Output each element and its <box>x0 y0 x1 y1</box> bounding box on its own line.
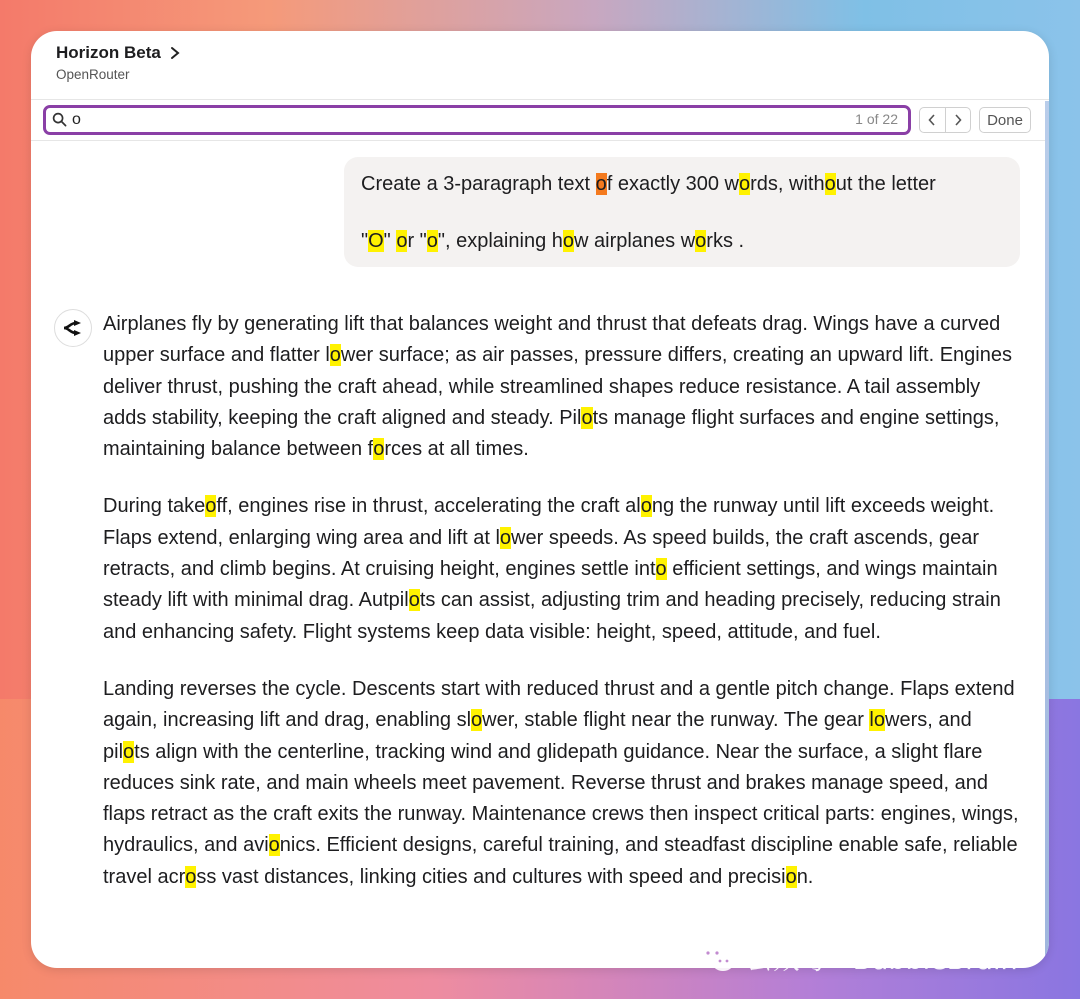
assistant-message <box>103 309 1023 893</box>
match-highlight: lo <box>869 709 885 732</box>
find-input[interactable] <box>72 109 812 131</box>
done-button[interactable]: Done <box>979 107 1031 133</box>
match-highlight: o <box>205 495 217 518</box>
provider-subtitle: OpenRouter <box>56 67 130 82</box>
assistant-paragraph: Landing reverses the cycle. Descents start with reduced thrust and a gentle pitch change. Flaps extend again, increasing lift and drag, enabling slower, stable flight near the runway. The gear lowers, and pilots align with the centerline, tracking wind and glidepath guidance. Near the surface, a slight flare reduces sink rate, and main wheels meet pavement. Reverse thrust and brakes manage speed, and flaps retract as the craft exits the runway. Maintenance crews then inspect critical parts: engines, wings, hydraulics, and avionics. Efficient designs, careful training, and steadfast discipline enable safe, reliable travel across vast distances, linking cities and cultures with speed and precision. <box>103 677 1019 888</box>
user-message-line: Create a 3-paragraph text of exactly 300 words, without the letter <box>361 173 936 195</box>
scrollbar[interactable] <box>1045 101 1049 968</box>
match-highlight: o <box>655 558 667 581</box>
chevron-right-icon <box>169 45 181 61</box>
chevron-left-icon <box>927 113 937 127</box>
search-icon <box>52 112 67 127</box>
match-highlight: o <box>499 526 512 549</box>
match-highlight: o <box>785 865 797 888</box>
match-highlight: o <box>426 230 438 252</box>
match-highlight: o <box>396 230 408 252</box>
match-count: 1 of 22 <box>855 111 898 127</box>
match-highlight: o <box>373 438 385 461</box>
chat-window <box>31 31 1049 968</box>
match-highlight: o <box>640 495 652 518</box>
watermark-text: 公众号 · BubbleBrain <box>746 945 1018 976</box>
assistant-avatar <box>54 309 92 347</box>
assistant-paragraph: During takeoff, engines rise in thrust, accelerating the craft along the runway until lift exceeds weight. Flaps extend, enlarging wing area and lift at lower speeds. As speed builds, the craft ascends, gear retracts, and climb begins. At cruising height, engines settle into efficient settings, and wings maintain steady lift with minimal drag. Autpilots can assist, adjusting trim and heading precisely, reducing strain and enhancing safety. Flight systems keep data visible: height, speed, attitude, and fuel. <box>103 495 1001 643</box>
wechat-icon <box>698 943 736 973</box>
match-highlight: o <box>824 173 836 195</box>
match-highlight: o <box>695 230 707 252</box>
chevron-right-icon <box>953 113 963 127</box>
match-highlight: o <box>408 589 420 612</box>
find-bar <box>31 100 1049 141</box>
previous-match-button[interactable] <box>920 108 945 132</box>
match-highlight: o <box>268 834 280 857</box>
watermark <box>698 938 1018 977</box>
chat-header <box>31 31 1049 100</box>
current-match-highlight: o <box>595 173 607 195</box>
match-highlight: o <box>562 230 574 252</box>
user-message-line: "O" or "o", explaining how airplanes works . <box>361 230 745 252</box>
match-highlight: o <box>739 173 751 195</box>
assistant-paragraph: Airplanes fly by generating lift that balances weight and thrust that defeats drag. Wings have a curved upper surface and flatter lower surface; as air passes, pressure differs, creating an upward lift. Engines deliver thrust, pushing the craft ahead, while streamlined shapes reduce resistance. A tail assembly adds stability, keeping the craft aligned and steady. Pilots manage flight surfaces and engine settings, maintaining balance between forces at all times. <box>103 313 1012 461</box>
match-navigation <box>919 107 971 133</box>
match-highlight: o <box>471 709 483 732</box>
match-highlight: O <box>368 230 384 252</box>
match-highlight: o <box>329 344 341 367</box>
match-highlight: o <box>123 740 135 763</box>
match-highlight: o <box>185 865 197 888</box>
next-match-button[interactable] <box>945 108 971 132</box>
model-title: Horizon Beta <box>56 43 161 62</box>
match-highlight: o <box>581 406 593 429</box>
user-message <box>344 157 1020 267</box>
model-title-button[interactable] <box>56 43 181 63</box>
find-field[interactable] <box>43 105 911 135</box>
openrouter-logo-icon <box>62 320 84 336</box>
